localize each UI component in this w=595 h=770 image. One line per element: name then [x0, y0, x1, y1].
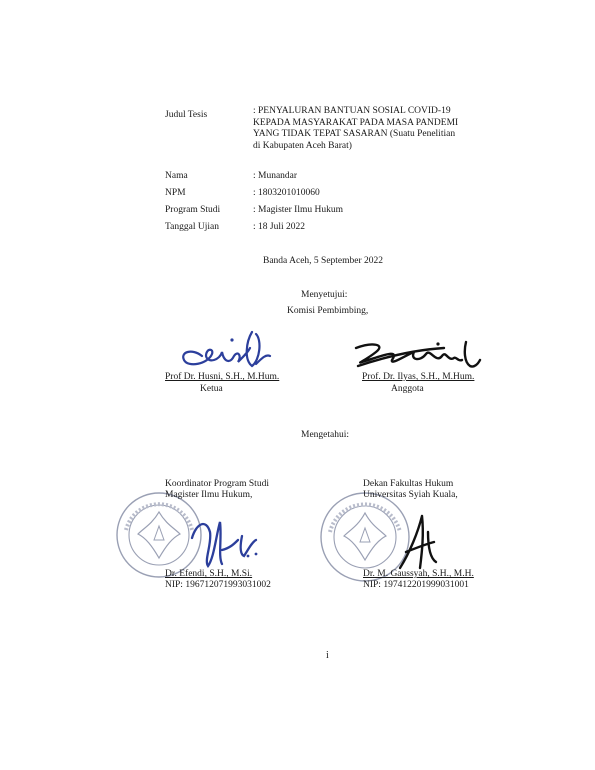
dean-name: Dr. M. Gaussyah, S.H., M.H. — [363, 569, 474, 579]
tanggal-ujian-value: : 18 Juli 2022 — [253, 222, 305, 232]
coordinator-title-line-1: Koordinator Program Studi — [165, 479, 269, 489]
dean-title-line-2: Universitas Syiah Kuala, — [363, 490, 458, 500]
dean-title-line-1: Dekan Fakultas Hukum — [363, 479, 454, 489]
ketua-name: Prof Dr. Husni, S.H., M.Hum. — [165, 372, 280, 382]
mengetahui-label: Mengetahui: — [301, 430, 350, 440]
anggota-role: Anggota — [391, 384, 424, 394]
signature-coordinator-icon — [186, 510, 266, 572]
coordinator-name: Dr. Efendi, S.H., M.Si. — [165, 569, 253, 579]
tanggal-ujian-label: Tanggal Ujian — [165, 222, 219, 232]
coordinator-title-line-2: Magister Ilmu Hukum, — [165, 490, 253, 500]
coordinator-nip: NIP: 196712071993031002 — [165, 580, 271, 590]
dean-nip: NIP: 197412201999031001 — [363, 580, 469, 590]
judul-label: Judul Tesis — [165, 110, 208, 120]
place-date: Banda Aceh, 5 September 2022 — [263, 256, 384, 266]
signature-dean-icon — [392, 512, 442, 574]
npm-label: NPM — [165, 188, 186, 198]
thesis-title-line-2: KEPADA MASYARAKAT PADA MASA PANDEMI — [253, 117, 459, 128]
signature-ketua-icon — [172, 326, 272, 372]
thesis-title — [253, 106, 483, 152]
nama-value: : Munandar — [253, 171, 298, 181]
nama-label: Nama — [165, 171, 188, 181]
program-studi-value: : Magister Ilmu Hukum — [253, 205, 343, 215]
ketua-role: Ketua — [200, 384, 223, 394]
thesis-title-line-3: YANG TIDAK TEPAT SASARAN (Suatu Penelitian — [253, 129, 456, 139]
npm-value: : 1803201010060 — [253, 188, 320, 198]
menyetujui-label: Menyetujui: — [301, 290, 348, 300]
program-studi-label: Program Studi — [165, 205, 221, 215]
thesis-title-line-4: di Kabupaten Aceh Barat) — [253, 140, 352, 151]
anggota-name: Prof. Dr. Ilyas, S.H., M.Hum. — [362, 372, 475, 382]
thesis-title-line-1: : PENYALURAN BANTUAN SOSIAL COVID-19 — [253, 106, 451, 116]
page-number: i — [326, 650, 329, 661]
komisi-pembimbing-label: Komisi Pembimbing, — [287, 306, 369, 316]
signature-anggota-icon — [352, 338, 482, 374]
